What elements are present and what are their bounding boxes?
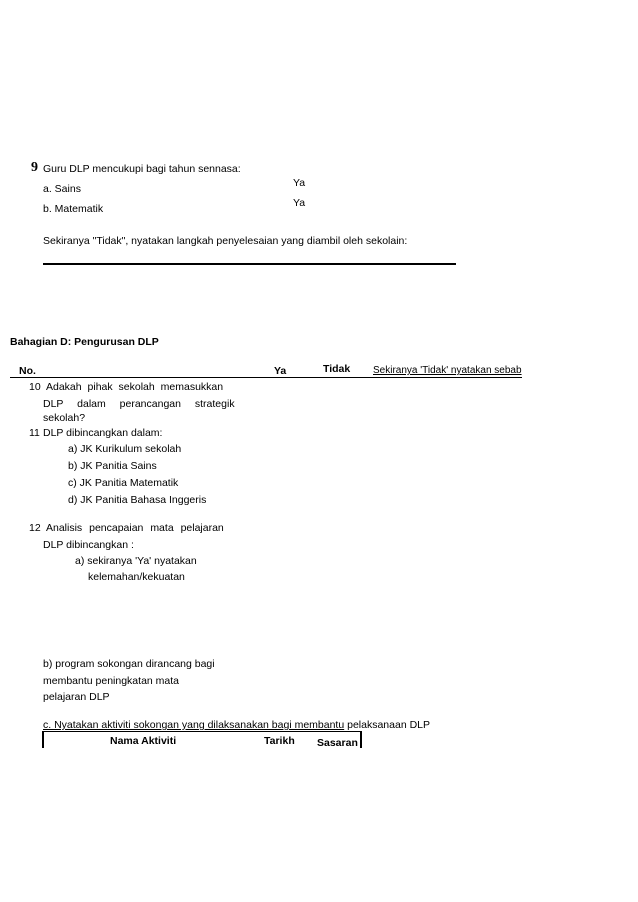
header-sebab: Sekiranya 'Tidak' nyatakan sebab <box>373 365 522 376</box>
header-no: No. <box>19 365 36 377</box>
q11-number: 11 <box>29 427 40 439</box>
activity-table-right-border <box>360 731 362 748</box>
q9-item-matematik: b. Matematik <box>43 203 104 215</box>
q11-item-a: a) JK Kurikulum sekolah <box>68 443 182 455</box>
activity-header-tarikh: Tarikh <box>264 735 295 747</box>
q11-item-d: d) JK Panitia Bahasa Inggeris <box>68 494 207 506</box>
activity-table-left-border <box>42 731 44 748</box>
q12-line-1: Analisis pencapaian mata pelajaran <box>46 522 224 534</box>
header-ya: Ya <box>274 365 287 377</box>
q12-sub-c-rest: pelaksanaan DLP <box>344 719 430 731</box>
activity-header-nama: Nama Aktiviti <box>110 735 177 747</box>
q12-sub-c-underlined: c. Nyatakan aktiviti sokongan yang dilaksanakan bagi membantu <box>43 719 345 731</box>
q9-text: Guru DLP mencukupi bagi tahun sennasa: <box>43 163 241 175</box>
q9-answer-sains: Ya <box>293 177 306 189</box>
q12-sub-b-line-3: pelajaran DLP <box>43 691 110 703</box>
q10-number: 10 <box>29 381 41 393</box>
activity-table-top-rule <box>43 731 361 732</box>
q11-item-c: c) JK Panitia Matematik <box>68 477 179 489</box>
q9-number: 9 <box>31 160 38 175</box>
header-tidak: Tidak <box>323 363 351 375</box>
q12-sub-c <box>43 719 430 731</box>
header-rule <box>10 377 522 378</box>
q12-line-2: DLP dibincangkan : <box>43 539 134 551</box>
q9-answer-matematik: Ya <box>293 197 306 209</box>
q12-sub-a-line-1: a) sekiranya 'Ya' nyatakan <box>75 555 197 567</box>
q11-text: DLP dibincangkan dalam: <box>43 427 163 439</box>
q9-note: Sekiranya "Tidak", nyatakan langkah penyelesaian yang diambil oleh sekolain: <box>43 235 408 247</box>
q12-sub-b-line-1: b) program sokongan dirancang bagi <box>43 658 215 670</box>
q9-item-sains: a. Sains <box>43 183 81 195</box>
q12-sub-a-line-2: kelemahan/kekuatan <box>88 571 185 583</box>
q9-answer-line <box>43 263 456 265</box>
q10-line-1: Adakah pihak sekolah memasukkan <box>46 381 224 393</box>
q12-number: 12 <box>29 522 41 534</box>
section-d-title: Bahagian D: Pengurusan DLP <box>10 336 159 348</box>
q10-line-3: sekolah? <box>43 412 86 424</box>
activity-header-sasaran: Sasaran <box>317 737 358 749</box>
q11-item-b: b) JK Panitia Sains <box>68 460 157 472</box>
q10-line-2: DLP dalam perancangan strategik <box>43 398 235 410</box>
q12-sub-b-line-2: membantu peningkatan mata <box>43 675 180 687</box>
